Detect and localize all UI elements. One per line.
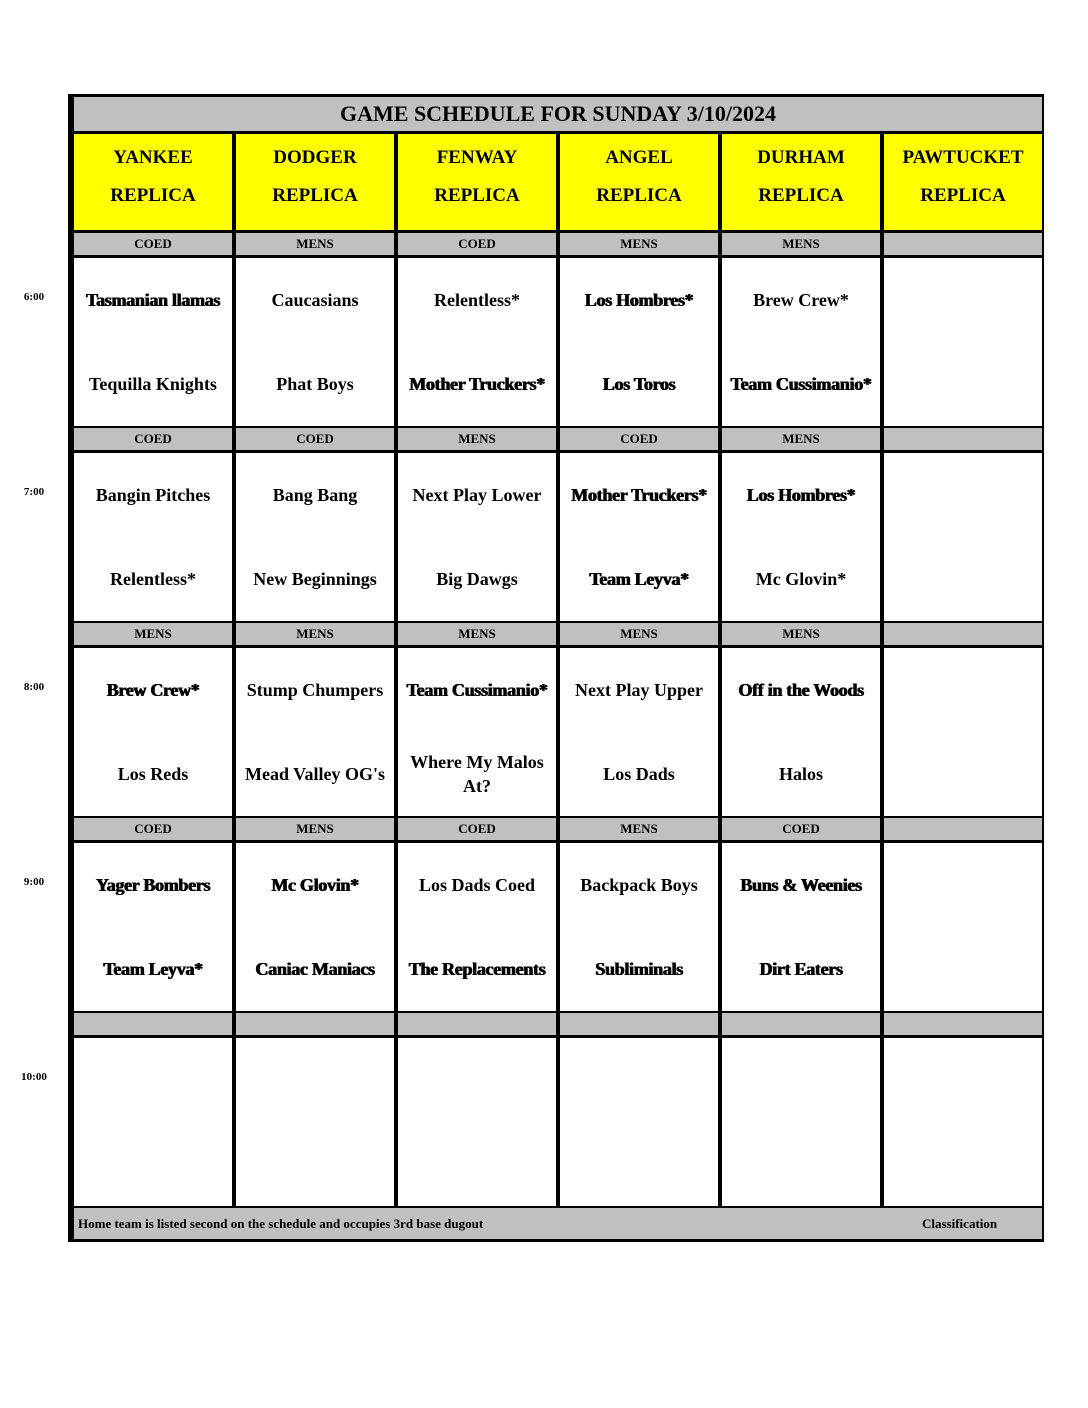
game-cell bbox=[236, 843, 394, 1011]
game-cell bbox=[884, 453, 1042, 621]
field-name: DODGER bbox=[273, 147, 357, 168]
home-team: Mead Valley OG's bbox=[244, 764, 385, 784]
division-label bbox=[236, 1013, 394, 1035]
home-team: Team Leyva* bbox=[103, 959, 203, 979]
division-label: MENS bbox=[722, 623, 880, 645]
division-label: MENS bbox=[722, 233, 880, 255]
division-label bbox=[398, 1013, 556, 1035]
division-label bbox=[884, 623, 1042, 645]
home-team bbox=[884, 927, 1042, 1011]
home-team: The Replacements bbox=[408, 959, 546, 979]
game-cell bbox=[722, 453, 880, 621]
game-cell bbox=[722, 648, 880, 816]
game-cell bbox=[74, 648, 232, 816]
game-cell bbox=[398, 843, 556, 1011]
away-team: Los Hombres* bbox=[746, 485, 856, 505]
away-team bbox=[884, 1038, 1042, 1122]
division-label bbox=[722, 1013, 880, 1035]
game-cell bbox=[560, 453, 718, 621]
home-team: Where My Malos At? bbox=[410, 752, 544, 796]
away-team: Next Play Lower bbox=[412, 485, 542, 505]
game-cell bbox=[398, 648, 556, 816]
away-team bbox=[398, 1038, 556, 1122]
game-cell bbox=[74, 453, 232, 621]
game-cell bbox=[722, 843, 880, 1011]
division-label: COED bbox=[74, 233, 232, 255]
field-header bbox=[74, 134, 232, 230]
schedule-title: GAME SCHEDULE FOR SUNDAY 3/10/2024 bbox=[74, 97, 1042, 131]
division-label bbox=[884, 1013, 1042, 1035]
home-team bbox=[74, 1122, 232, 1206]
away-team: Buns & Weenies bbox=[740, 875, 862, 895]
field-subtitle: REPLICA bbox=[272, 185, 358, 206]
field-header bbox=[236, 134, 394, 230]
home-team bbox=[722, 1122, 880, 1206]
away-team bbox=[884, 258, 1042, 342]
away-team bbox=[884, 648, 1042, 732]
away-team: Stump Chumpers bbox=[246, 680, 384, 700]
away-team: Los Dads Coed bbox=[418, 875, 536, 895]
home-team: Subliminals bbox=[595, 959, 683, 979]
away-team: Mother Truckers* bbox=[571, 485, 707, 505]
home-team: Los Reds bbox=[117, 764, 189, 784]
game-cell bbox=[398, 258, 556, 426]
field-subtitle: REPLICA bbox=[920, 185, 1006, 206]
division-label: COED bbox=[74, 818, 232, 840]
division-label bbox=[884, 428, 1042, 450]
time-label: 9:00 bbox=[23, 876, 45, 888]
home-team: Dirt Eaters bbox=[759, 959, 843, 979]
time-label: 6:00 bbox=[23, 291, 45, 303]
field-subtitle: REPLICA bbox=[758, 185, 844, 206]
away-team: Tasmanian llamas bbox=[85, 290, 221, 310]
division-label: MENS bbox=[560, 623, 718, 645]
division-label: COED bbox=[722, 818, 880, 840]
game-cell bbox=[560, 1038, 718, 1206]
game-cell bbox=[884, 648, 1042, 816]
home-team: New Beginnings bbox=[253, 569, 377, 589]
home-team: Tequilla Knights bbox=[89, 374, 217, 394]
game-cell bbox=[74, 1038, 232, 1206]
field-name: FENWAY bbox=[436, 147, 518, 168]
game-cell bbox=[74, 843, 232, 1011]
home-team: Los Dads bbox=[603, 764, 675, 784]
time-label: 10:00 bbox=[21, 1071, 47, 1083]
division-label: MENS bbox=[398, 428, 556, 450]
field-name: ANGEL bbox=[605, 147, 673, 168]
field-name: DURHAM bbox=[757, 147, 845, 168]
home-team: Team Cussimanio* bbox=[730, 374, 872, 394]
home-team bbox=[884, 537, 1042, 621]
home-team bbox=[560, 1122, 718, 1206]
game-cell bbox=[884, 258, 1042, 426]
field-name: PAWTUCKET bbox=[902, 147, 1024, 168]
away-team: Bangin Pitches bbox=[95, 485, 211, 505]
away-team: Brew Crew* bbox=[753, 290, 849, 310]
away-team bbox=[236, 1038, 394, 1122]
away-team: Brew Crew* bbox=[106, 680, 200, 700]
field-header bbox=[722, 134, 880, 230]
away-team bbox=[722, 1038, 880, 1122]
away-team bbox=[884, 843, 1042, 927]
home-team: Big Dawgs bbox=[436, 569, 518, 589]
division-label bbox=[560, 1013, 718, 1035]
field-name: YANKEE bbox=[113, 147, 193, 168]
game-cell bbox=[560, 843, 718, 1011]
away-team: Team Cussimanio* bbox=[406, 680, 548, 700]
division-label: COED bbox=[398, 818, 556, 840]
division-label: MENS bbox=[722, 428, 880, 450]
home-team: Halos bbox=[778, 764, 823, 784]
away-team bbox=[560, 1038, 718, 1122]
division-label bbox=[74, 1013, 232, 1035]
footer-note: Home team is listed second on the schedule and occupies 3rd base dugout bbox=[78, 1215, 484, 1231]
division-label: COED bbox=[560, 428, 718, 450]
away-team: Bang Bang bbox=[272, 485, 358, 505]
away-team: Mc Glovin* bbox=[271, 875, 359, 895]
game-cell bbox=[236, 1038, 394, 1206]
game-cell bbox=[722, 1038, 880, 1206]
division-label: COED bbox=[236, 428, 394, 450]
home-team bbox=[884, 1122, 1042, 1206]
field-header bbox=[398, 134, 556, 230]
division-label bbox=[884, 233, 1042, 255]
game-cell bbox=[74, 258, 232, 426]
division-label: MENS bbox=[74, 623, 232, 645]
game-cell bbox=[560, 258, 718, 426]
division-label: MENS bbox=[236, 233, 394, 255]
division-label: MENS bbox=[560, 233, 718, 255]
away-team: Next Play Upper bbox=[575, 680, 703, 700]
game-cell bbox=[236, 453, 394, 621]
game-cell bbox=[722, 258, 880, 426]
division-label: MENS bbox=[236, 623, 394, 645]
game-cell bbox=[884, 1038, 1042, 1206]
away-team: Backpack Boys bbox=[580, 875, 698, 895]
home-team bbox=[236, 1122, 394, 1206]
time-label: 8:00 bbox=[23, 681, 45, 693]
home-team bbox=[884, 342, 1042, 426]
home-team: Caniac Maniacs bbox=[255, 959, 375, 979]
division-label: COED bbox=[398, 233, 556, 255]
division-label bbox=[884, 818, 1042, 840]
game-cell bbox=[236, 648, 394, 816]
away-team: Off in the Woods bbox=[738, 680, 864, 700]
home-team: Relentless* bbox=[110, 569, 196, 589]
field-subtitle: REPLICA bbox=[434, 185, 520, 206]
time-label: 7:00 bbox=[23, 486, 45, 498]
schedule-table bbox=[68, 94, 1044, 1242]
game-cell bbox=[398, 1038, 556, 1206]
home-team: Mc Glovin* bbox=[755, 569, 847, 589]
home-team bbox=[398, 1122, 556, 1206]
division-label: MENS bbox=[560, 818, 718, 840]
division-label: COED bbox=[74, 428, 232, 450]
game-cell bbox=[398, 453, 556, 621]
home-team: Phat Boys bbox=[276, 374, 354, 394]
field-subtitle: REPLICA bbox=[596, 185, 682, 206]
away-team bbox=[74, 1038, 232, 1122]
home-team: Mother Truckers* bbox=[409, 374, 545, 394]
field-header bbox=[560, 134, 718, 230]
away-team: Relentless* bbox=[434, 290, 520, 310]
home-team: Team Leyva* bbox=[589, 569, 689, 589]
footer-bar bbox=[74, 1208, 1042, 1239]
field-subtitle: REPLICA bbox=[110, 185, 196, 206]
game-cell bbox=[236, 258, 394, 426]
classification-label: Classification bbox=[922, 1215, 998, 1231]
game-cell bbox=[884, 843, 1042, 1011]
away-team bbox=[884, 453, 1042, 537]
away-team: Los Hombres* bbox=[584, 290, 694, 310]
away-team: Caucasians bbox=[271, 290, 359, 310]
home-team: Los Toros bbox=[602, 374, 676, 394]
away-team: Yager Bombers bbox=[95, 875, 211, 895]
home-team bbox=[884, 732, 1042, 816]
division-label: MENS bbox=[236, 818, 394, 840]
game-cell bbox=[560, 648, 718, 816]
division-label: MENS bbox=[398, 623, 556, 645]
field-header bbox=[884, 134, 1042, 230]
